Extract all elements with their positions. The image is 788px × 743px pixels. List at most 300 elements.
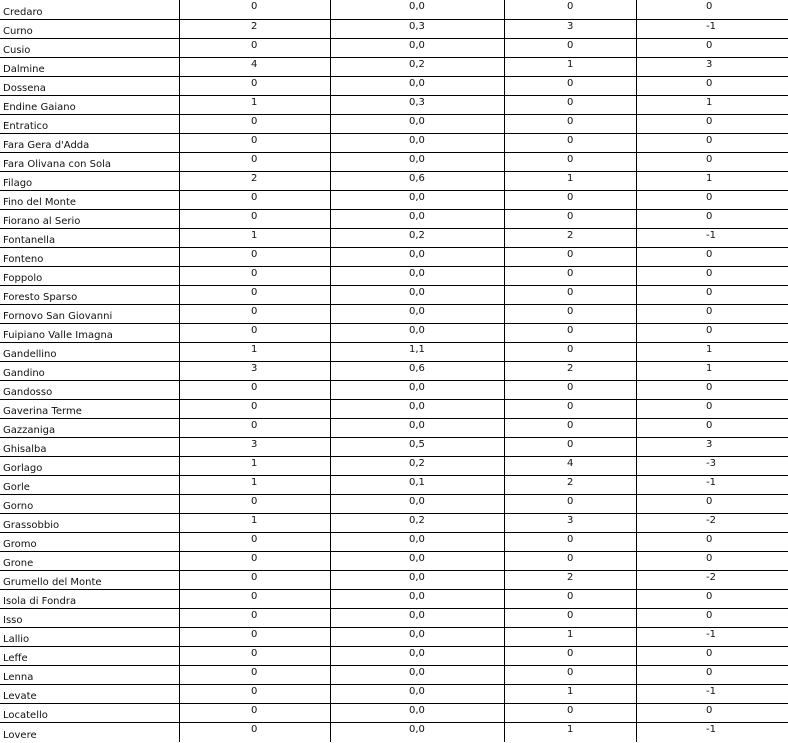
value-c-cell-text: 0 xyxy=(567,382,574,393)
value-a-cell xyxy=(180,609,331,627)
table-row xyxy=(0,248,788,267)
value-b-cell-text: 0,0 xyxy=(409,382,425,393)
value-d-cell-text: 0 xyxy=(706,135,713,146)
value-d-cell-text: -1 xyxy=(706,230,716,241)
value-b-cell-text: 0,0 xyxy=(409,135,425,146)
value-d-cell-text: -2 xyxy=(706,572,716,583)
value-c-cell xyxy=(505,267,637,285)
municipality-cell xyxy=(0,96,180,114)
value-d-cell xyxy=(637,229,788,247)
value-a-cell xyxy=(180,96,331,114)
municipality-cell-text: Lallio xyxy=(3,634,30,645)
value-c-cell-text: 1 xyxy=(567,629,574,640)
value-d-cell xyxy=(637,58,788,76)
municipality-cell xyxy=(0,476,180,494)
value-b-cell xyxy=(331,704,505,722)
value-b-cell-text: 1,1 xyxy=(409,344,425,355)
value-b-cell xyxy=(331,457,505,475)
value-d-cell-text: 1 xyxy=(706,344,713,355)
table-row xyxy=(0,267,788,286)
municipality-cell xyxy=(0,172,180,190)
municipality-cell xyxy=(0,685,180,703)
value-c-cell-text: 2 xyxy=(567,230,574,241)
municipality-cell xyxy=(0,115,180,133)
value-d-cell xyxy=(637,210,788,228)
value-a-cell-text: 0 xyxy=(251,78,258,89)
value-c-cell-text: 3 xyxy=(567,515,574,526)
value-b-cell xyxy=(331,628,505,646)
value-a-cell xyxy=(180,381,331,399)
value-a-cell xyxy=(180,115,331,133)
value-a-cell-text: 0 xyxy=(251,591,258,602)
value-c-cell xyxy=(505,457,637,475)
value-c-cell xyxy=(505,381,637,399)
value-b-cell xyxy=(331,419,505,437)
municipality-cell-text: Fuipiano Valle Imagna xyxy=(3,330,113,341)
municipality-cell xyxy=(0,153,180,171)
municipality-cell-text: Lenna xyxy=(3,672,34,683)
municipality-cell-text: Fornovo San Giovanni xyxy=(3,311,113,322)
value-a-cell xyxy=(180,286,331,304)
value-d-cell xyxy=(637,400,788,418)
value-c-cell xyxy=(505,552,637,570)
table-row xyxy=(0,628,788,647)
value-b-cell-text: 0,0 xyxy=(409,496,425,507)
value-a-cell xyxy=(180,495,331,513)
value-c-cell xyxy=(505,723,637,742)
table-row xyxy=(0,286,788,305)
value-b-cell xyxy=(331,590,505,608)
value-a-cell-text: 0 xyxy=(251,211,258,222)
value-d-cell-text: -1 xyxy=(706,686,716,697)
municipality-cell xyxy=(0,191,180,209)
value-d-cell-text: 0 xyxy=(706,192,713,203)
table-row xyxy=(0,153,788,172)
value-a-cell-text: 0 xyxy=(251,1,258,12)
value-d-cell xyxy=(637,704,788,722)
value-a-cell xyxy=(180,134,331,152)
value-a-cell xyxy=(180,590,331,608)
value-a-cell-text: 0 xyxy=(251,135,258,146)
value-c-cell xyxy=(505,704,637,722)
value-c-cell xyxy=(505,476,637,494)
value-a-cell-text: 0 xyxy=(251,686,258,697)
value-d-cell-text: 0 xyxy=(706,610,713,621)
value-c-cell-text: 0 xyxy=(567,287,574,298)
value-a-cell xyxy=(180,191,331,209)
municipality-cell-text: Gandosso xyxy=(3,387,53,398)
municipality-cell xyxy=(0,0,180,19)
municipality-cell-text: Dalmine xyxy=(3,64,45,75)
value-d-cell-text: 0 xyxy=(706,1,713,12)
value-a-cell-text: 1 xyxy=(251,458,258,469)
value-b-cell xyxy=(331,58,505,76)
value-c-cell-text: 0 xyxy=(567,1,574,12)
value-a-cell xyxy=(180,210,331,228)
value-b-cell-text: 0,0 xyxy=(409,667,425,678)
value-d-cell xyxy=(637,286,788,304)
value-a-cell-text: 0 xyxy=(251,382,258,393)
value-a-cell xyxy=(180,0,331,19)
table-row xyxy=(0,362,788,381)
municipality-cell xyxy=(0,210,180,228)
value-d-cell xyxy=(637,0,788,19)
value-d-cell xyxy=(637,172,788,190)
value-d-cell xyxy=(637,267,788,285)
value-d-cell-text: -1 xyxy=(706,724,716,735)
municipality-cell-text: Gazzaniga xyxy=(3,425,56,436)
value-d-cell-text: 0 xyxy=(706,249,713,260)
table-row xyxy=(0,115,788,134)
value-d-cell-text: 3 xyxy=(706,59,713,70)
value-a-cell xyxy=(180,438,331,456)
value-d-cell-text: 0 xyxy=(706,78,713,89)
value-d-cell xyxy=(637,248,788,266)
value-c-cell-text: 0 xyxy=(567,648,574,659)
municipality-cell xyxy=(0,571,180,589)
value-c-cell xyxy=(505,666,637,684)
municipality-cell-text: Locatello xyxy=(3,710,48,721)
value-d-cell xyxy=(637,723,788,742)
value-b-cell-text: 0,0 xyxy=(409,211,425,222)
municipality-cell-text: Cusio xyxy=(3,45,31,56)
municipality-cell-text: Gandellino xyxy=(3,349,57,360)
value-b-cell xyxy=(331,324,505,342)
municipality-cell-text: Fara Olivana con Sola xyxy=(3,159,112,170)
municipality-cell-text: Gaverina Terme xyxy=(3,406,82,417)
value-c-cell-text: 1 xyxy=(567,686,574,697)
value-b-cell-text: 0,0 xyxy=(409,610,425,621)
table-row xyxy=(0,77,788,96)
value-a-cell xyxy=(180,362,331,380)
value-a-cell xyxy=(180,20,331,38)
value-d-cell xyxy=(637,419,788,437)
value-a-cell xyxy=(180,419,331,437)
value-b-cell-text: 0,0 xyxy=(409,1,425,12)
value-a-cell-text: 0 xyxy=(251,40,258,51)
table-row xyxy=(0,400,788,419)
value-a-cell xyxy=(180,400,331,418)
municipality-cell-text: Endine Gaiano xyxy=(3,102,76,113)
value-c-cell xyxy=(505,438,637,456)
municipality-cell xyxy=(0,39,180,57)
value-c-cell-text: 0 xyxy=(567,439,574,450)
table-row xyxy=(0,590,788,609)
value-c-cell-text: 1 xyxy=(567,59,574,70)
value-a-cell-text: 0 xyxy=(251,648,258,659)
value-a-cell-text: 0 xyxy=(251,192,258,203)
value-a-cell-text: 0 xyxy=(251,610,258,621)
table-row xyxy=(0,704,788,723)
value-b-cell-text: 0,0 xyxy=(409,116,425,127)
value-d-cell xyxy=(637,533,788,551)
municipality-cell-text: Fino del Monte xyxy=(3,197,77,208)
value-b-cell xyxy=(331,305,505,323)
value-b-cell xyxy=(331,343,505,361)
municipality-cell-text: Isola di Fondra xyxy=(3,596,77,607)
value-d-cell-text: 1 xyxy=(706,173,713,184)
value-b-cell xyxy=(331,267,505,285)
value-c-cell xyxy=(505,248,637,266)
value-d-cell-text: -1 xyxy=(706,629,716,640)
municipality-cell-text: Curno xyxy=(3,26,33,37)
value-b-cell xyxy=(331,514,505,532)
value-a-cell-text: 0 xyxy=(251,572,258,583)
value-d-cell xyxy=(637,571,788,589)
value-b-cell-text: 0,0 xyxy=(409,306,425,317)
municipality-cell-text: Fontanella xyxy=(3,235,56,246)
municipality-cell-text: Gorle xyxy=(3,482,30,493)
municipality-cell-text: Foresto Sparso xyxy=(3,292,78,303)
value-c-cell-text: 0 xyxy=(567,97,574,108)
value-d-cell-text: 0 xyxy=(706,382,713,393)
value-c-cell xyxy=(505,172,637,190)
value-a-cell xyxy=(180,647,331,665)
municipality-cell xyxy=(0,286,180,304)
value-a-cell-text: 0 xyxy=(251,154,258,165)
value-a-cell xyxy=(180,39,331,57)
value-b-cell-text: 0,0 xyxy=(409,724,425,735)
value-d-cell xyxy=(637,609,788,627)
value-b-cell-text: 0,1 xyxy=(409,477,425,488)
value-b-cell-text: 0,0 xyxy=(409,287,425,298)
value-c-cell xyxy=(505,58,637,76)
value-b-cell xyxy=(331,533,505,551)
value-c-cell-text: 1 xyxy=(567,173,574,184)
value-a-cell xyxy=(180,533,331,551)
table-row xyxy=(0,647,788,666)
value-d-cell-text: 0 xyxy=(706,420,713,431)
value-a-cell-text: 4 xyxy=(251,59,258,70)
value-c-cell-text: 0 xyxy=(567,116,574,127)
value-a-cell xyxy=(180,476,331,494)
value-d-cell-text: 0 xyxy=(706,648,713,659)
municipality-cell-text: Filago xyxy=(3,178,33,189)
value-c-cell-text: 2 xyxy=(567,363,574,374)
value-c-cell-text: 0 xyxy=(567,610,574,621)
value-c-cell-text: 0 xyxy=(567,553,574,564)
value-b-cell-text: 0,0 xyxy=(409,78,425,89)
table-row xyxy=(0,514,788,533)
value-c-cell-text: 2 xyxy=(567,477,574,488)
value-a-cell-text: 1 xyxy=(251,97,258,108)
value-b-cell-text: 0,2 xyxy=(409,230,425,241)
value-d-cell xyxy=(637,514,788,532)
table-row xyxy=(0,533,788,552)
table-row xyxy=(0,20,788,39)
value-d-cell-text: 0 xyxy=(706,705,713,716)
municipality-cell-text: Fara Gera d'Adda xyxy=(3,140,90,151)
value-d-cell-text: -3 xyxy=(706,458,716,469)
value-b-cell-text: 0,0 xyxy=(409,705,425,716)
municipality-cell xyxy=(0,77,180,95)
table-row xyxy=(0,419,788,438)
value-b-cell-text: 0,6 xyxy=(409,173,425,184)
value-a-cell-text: 0 xyxy=(251,705,258,716)
value-d-cell xyxy=(637,552,788,570)
value-c-cell-text: 0 xyxy=(567,591,574,602)
value-d-cell xyxy=(637,153,788,171)
municipality-cell-text: Credaro xyxy=(3,7,43,18)
municipality-cell xyxy=(0,533,180,551)
municipality-cell-text: Isso xyxy=(3,615,23,626)
value-a-cell-text: 2 xyxy=(251,173,258,184)
municipality-cell xyxy=(0,609,180,627)
table-row xyxy=(0,685,788,704)
municipality-cell-text: Gandino xyxy=(3,368,45,379)
value-c-cell-text: 2 xyxy=(567,572,574,583)
value-c-cell-text: 0 xyxy=(567,78,574,89)
value-b-cell-text: 0,0 xyxy=(409,154,425,165)
value-d-cell-text: 0 xyxy=(706,496,713,507)
value-d-cell-text: 0 xyxy=(706,116,713,127)
municipality-cell xyxy=(0,495,180,513)
municipality-cell xyxy=(0,20,180,38)
value-d-cell-text: 3 xyxy=(706,439,713,450)
value-d-cell xyxy=(637,191,788,209)
value-a-cell xyxy=(180,58,331,76)
value-a-cell xyxy=(180,343,331,361)
value-b-cell xyxy=(331,723,505,742)
value-a-cell-text: 1 xyxy=(251,344,258,355)
table-row xyxy=(0,172,788,191)
table-row xyxy=(0,324,788,343)
municipality-cell xyxy=(0,400,180,418)
value-b-cell xyxy=(331,400,505,418)
municipality-cell xyxy=(0,305,180,323)
value-a-cell-text: 3 xyxy=(251,363,258,374)
value-b-cell xyxy=(331,647,505,665)
value-b-cell xyxy=(331,210,505,228)
value-d-cell-text: 0 xyxy=(706,268,713,279)
value-c-cell xyxy=(505,495,637,513)
value-a-cell-text: 0 xyxy=(251,249,258,260)
value-c-cell-text: 0 xyxy=(567,344,574,355)
value-b-cell xyxy=(331,609,505,627)
value-d-cell-text: 0 xyxy=(706,306,713,317)
value-d-cell-text: 0 xyxy=(706,40,713,51)
value-d-cell-text: 0 xyxy=(706,211,713,222)
municipality-cell-text: Grumello del Monte xyxy=(3,577,102,588)
value-b-cell xyxy=(331,172,505,190)
value-a-cell-text: 0 xyxy=(251,287,258,298)
value-a-cell xyxy=(180,324,331,342)
value-b-cell-text: 0,0 xyxy=(409,192,425,203)
table-row xyxy=(0,476,788,495)
value-c-cell xyxy=(505,96,637,114)
value-c-cell-text: 0 xyxy=(567,249,574,260)
value-a-cell xyxy=(180,248,331,266)
municipality-cell-text: Gromo xyxy=(3,539,37,550)
value-d-cell xyxy=(637,628,788,646)
value-a-cell-text: 0 xyxy=(251,116,258,127)
municipality-cell xyxy=(0,628,180,646)
table-row xyxy=(0,495,788,514)
municipality-cell xyxy=(0,134,180,152)
value-b-cell xyxy=(331,248,505,266)
value-b-cell-text: 0,0 xyxy=(409,553,425,564)
value-d-cell-text: 0 xyxy=(706,553,713,564)
value-b-cell xyxy=(331,0,505,19)
value-c-cell-text: 1 xyxy=(567,724,574,735)
value-c-cell-text: 0 xyxy=(567,211,574,222)
value-c-cell xyxy=(505,286,637,304)
value-a-cell xyxy=(180,685,331,703)
value-a-cell-text: 1 xyxy=(251,230,258,241)
value-a-cell xyxy=(180,514,331,532)
table-row xyxy=(0,666,788,685)
value-a-cell-text: 0 xyxy=(251,306,258,317)
municipality-cell-text: Foppolo xyxy=(3,273,43,284)
value-b-cell-text: 0,3 xyxy=(409,97,425,108)
table-row xyxy=(0,552,788,571)
value-b-cell-text: 0,2 xyxy=(409,515,425,526)
value-c-cell xyxy=(505,115,637,133)
value-d-cell xyxy=(637,362,788,380)
value-d-cell-text: 0 xyxy=(706,325,713,336)
municipality-cell xyxy=(0,343,180,361)
value-a-cell-text: 2 xyxy=(251,21,258,32)
value-a-cell-text: 0 xyxy=(251,401,258,412)
municipality-cell-text: Fiorano al Serio xyxy=(3,216,81,227)
municipality-cell xyxy=(0,704,180,722)
value-a-cell xyxy=(180,77,331,95)
value-b-cell-text: 0,0 xyxy=(409,648,425,659)
value-a-cell xyxy=(180,305,331,323)
table-row xyxy=(0,39,788,58)
municipality-cell-text: Entratico xyxy=(3,121,49,132)
table-row xyxy=(0,58,788,77)
value-d-cell-text: 0 xyxy=(706,667,713,678)
value-b-cell-text: 0,2 xyxy=(409,59,425,70)
value-b-cell-text: 0,0 xyxy=(409,591,425,602)
value-a-cell-text: 0 xyxy=(251,420,258,431)
value-d-cell-text: 1 xyxy=(706,97,713,108)
value-c-cell xyxy=(505,210,637,228)
municipality-cell xyxy=(0,229,180,247)
value-b-cell xyxy=(331,685,505,703)
municipality-cell-text: Grassobbio xyxy=(3,520,60,531)
table-row xyxy=(0,191,788,210)
table-row xyxy=(0,343,788,362)
value-d-cell-text: 0 xyxy=(706,287,713,298)
value-a-cell xyxy=(180,229,331,247)
value-b-cell-text: 0,0 xyxy=(409,40,425,51)
value-c-cell-text: 3 xyxy=(567,21,574,32)
value-b-cell xyxy=(331,286,505,304)
value-b-cell-text: 0,5 xyxy=(409,439,425,450)
value-d-cell xyxy=(637,115,788,133)
value-b-cell xyxy=(331,20,505,38)
value-c-cell xyxy=(505,362,637,380)
table-row xyxy=(0,229,788,248)
value-d-cell xyxy=(637,77,788,95)
value-b-cell xyxy=(331,153,505,171)
municipality-cell-text: Gorlago xyxy=(3,463,43,474)
table-row xyxy=(0,210,788,229)
value-d-cell-text: 0 xyxy=(706,534,713,545)
municipality-cell-text: Ghisalba xyxy=(3,444,47,455)
value-b-cell-text: 0,0 xyxy=(409,401,425,412)
value-b-cell-text: 0,0 xyxy=(409,629,425,640)
value-c-cell xyxy=(505,343,637,361)
value-d-cell xyxy=(637,324,788,342)
municipality-cell xyxy=(0,248,180,266)
value-b-cell xyxy=(331,495,505,513)
value-d-cell xyxy=(637,381,788,399)
value-c-cell xyxy=(505,324,637,342)
municipality-cell xyxy=(0,362,180,380)
